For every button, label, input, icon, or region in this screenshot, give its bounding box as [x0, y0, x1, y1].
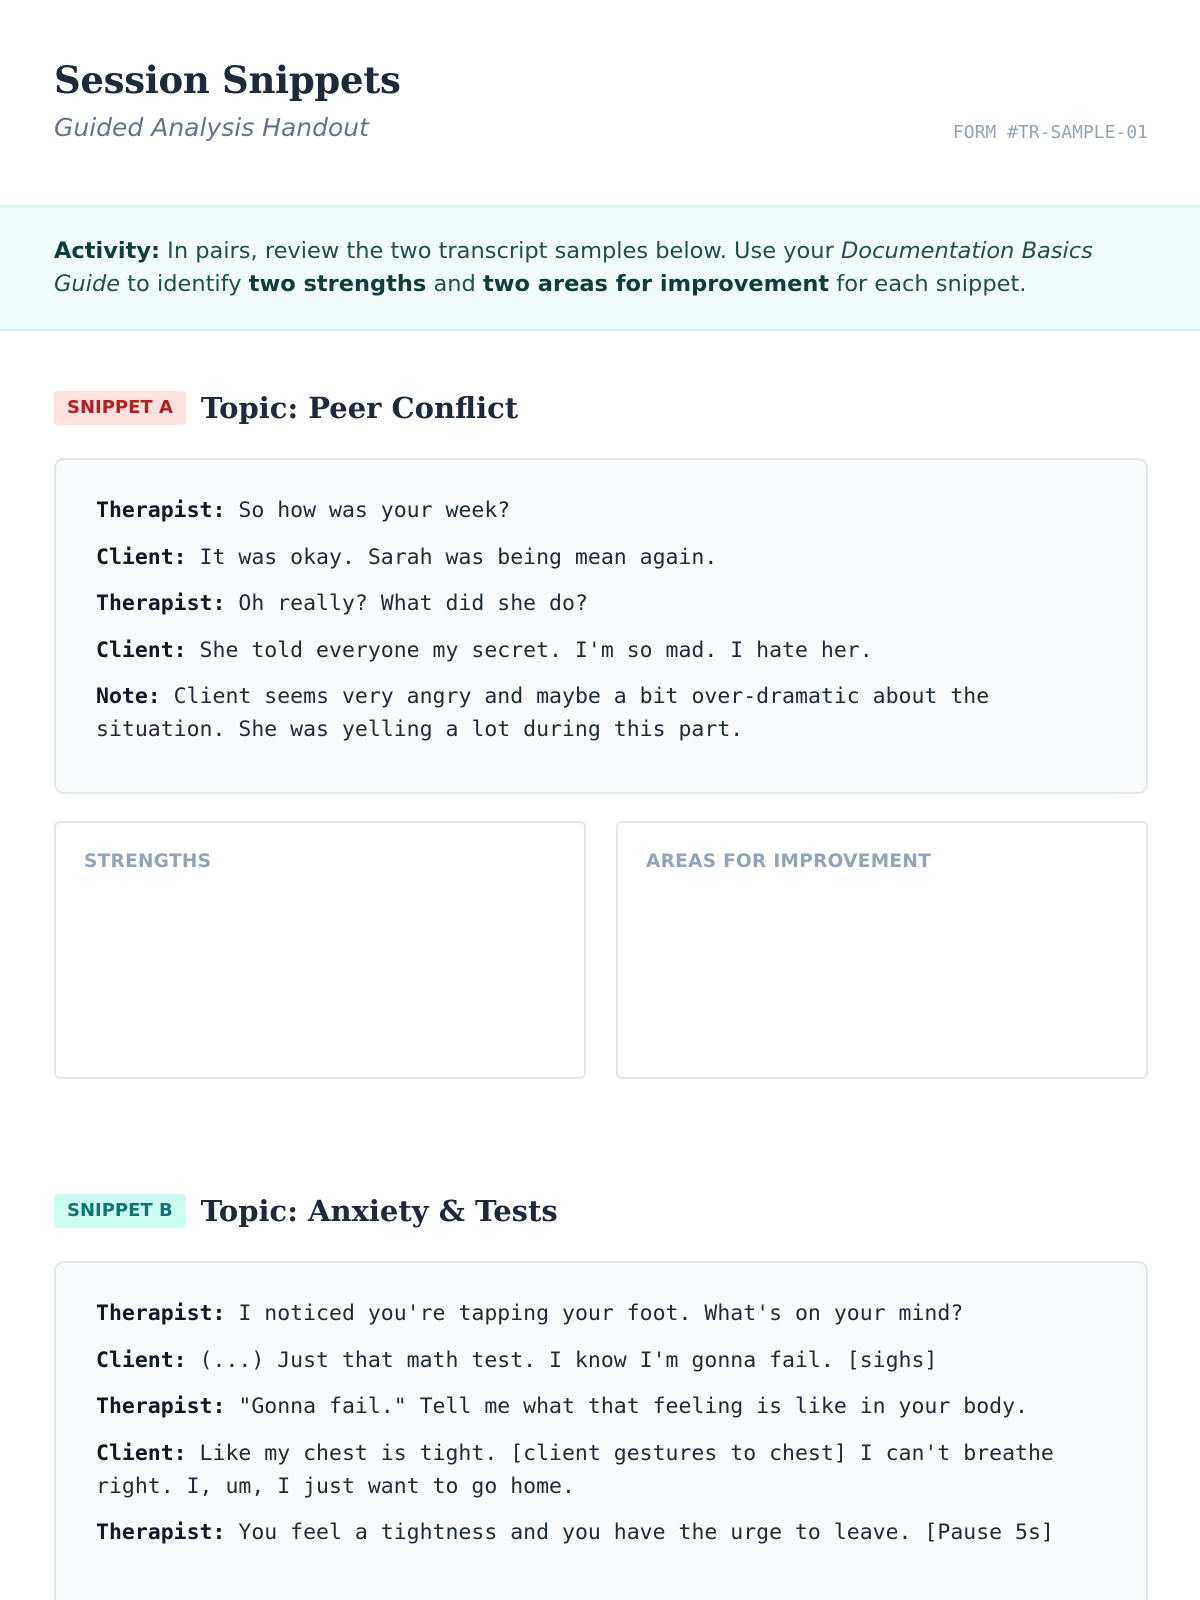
page-title: Session Snippets: [54, 58, 401, 102]
transcript-line: [96, 494, 1106, 527]
utterance: You feel a tightness and you have the urge to leave. [Pause 5s]: [225, 1520, 1054, 1545]
snippet-b-heading: [54, 1193, 558, 1229]
activity-text: for each snippet.: [829, 271, 1027, 297]
snippet-a-badge: SNIPPET A: [54, 391, 186, 425]
speaker-label: Therapist:: [96, 1520, 226, 1545]
activity-emphasis: two strengths: [248, 271, 427, 297]
transcript-line: [96, 1437, 1106, 1503]
activity-banner: [0, 205, 1200, 331]
utterance: Like my chest is tight. [client gestures to chest] I can't breathe right. I, um, I just want to go home.: [96, 1440, 1054, 1499]
speaker-label: Therapist:: [96, 1301, 226, 1326]
utterance: (...) Just that math test. I know I'm gonna fail. [sighs]: [186, 1347, 938, 1373]
strengths-box[interactable]: [54, 821, 586, 1079]
note-text: Client seems very angry and maybe a bit over-dramatic about the situation. She was yelling a lot during this part.: [96, 684, 990, 742]
transcript-line: [96, 1297, 1106, 1330]
activity-label: Activity:: [54, 238, 161, 264]
transcript-line: [96, 634, 1106, 667]
activity-emphasis: two areas for improvement: [482, 271, 830, 297]
improvement-label: AREAS FOR IMPROVEMENT: [646, 851, 932, 872]
transcript-line: [96, 587, 1106, 620]
speaker-label: Client:: [96, 1440, 187, 1466]
form-id: FORM #TR-SAMPLE-01: [952, 122, 1148, 143]
page-subtitle: Guided Analysis Handout: [54, 113, 369, 142]
utterance: I noticed you're tapping your foot. What's on your mind?: [225, 1301, 964, 1326]
utterance: She told everyone my secret. I'm so mad. I hate her.: [186, 637, 873, 663]
utterance: It was okay. Sarah was being mean again.: [186, 544, 718, 570]
snippet-b-badge: SNIPPET B: [54, 1194, 186, 1228]
activity-text: and: [426, 271, 483, 297]
speaker-label: Client:: [96, 1347, 187, 1373]
page-header: [54, 58, 1148, 158]
activity-text: to identify: [120, 271, 249, 297]
activity-guide-title: Documentation Basics Guide: [54, 238, 1093, 297]
note-label: Note:: [96, 684, 161, 709]
snippet-a-heading: [54, 390, 518, 426]
transcript-line: [96, 541, 1106, 574]
speaker-label: Therapist:: [96, 498, 226, 523]
snippet-a-transcript: [54, 458, 1148, 794]
snippet-a-topic: Topic: Peer Conflict: [200, 391, 519, 425]
speaker-label: Therapist:: [96, 1394, 226, 1419]
speaker-label: Therapist:: [96, 591, 226, 616]
improvement-box[interactable]: [616, 821, 1148, 1079]
utterance: "Gonna fail." Tell me what that feeling is like in your body.: [225, 1394, 1028, 1419]
transcript-line: [96, 1344, 1106, 1377]
utterance: Oh really? What did she do?: [225, 591, 588, 616]
transcript-line: [96, 1390, 1106, 1423]
activity-text: In pairs, review the two transcript samples below. Use your: [160, 238, 841, 264]
speaker-label: Client:: [96, 544, 187, 570]
transcript-line: [96, 1516, 1106, 1549]
strengths-label: STRENGTHS: [84, 851, 212, 872]
speaker-label: Client:: [96, 637, 187, 663]
transcript-note: [96, 680, 1106, 746]
snippet-b-topic: Topic: Anxiety & Tests: [200, 1194, 558, 1228]
utterance: So how was your week?: [225, 498, 511, 523]
snippet-b-transcript: [54, 1261, 1148, 1600]
